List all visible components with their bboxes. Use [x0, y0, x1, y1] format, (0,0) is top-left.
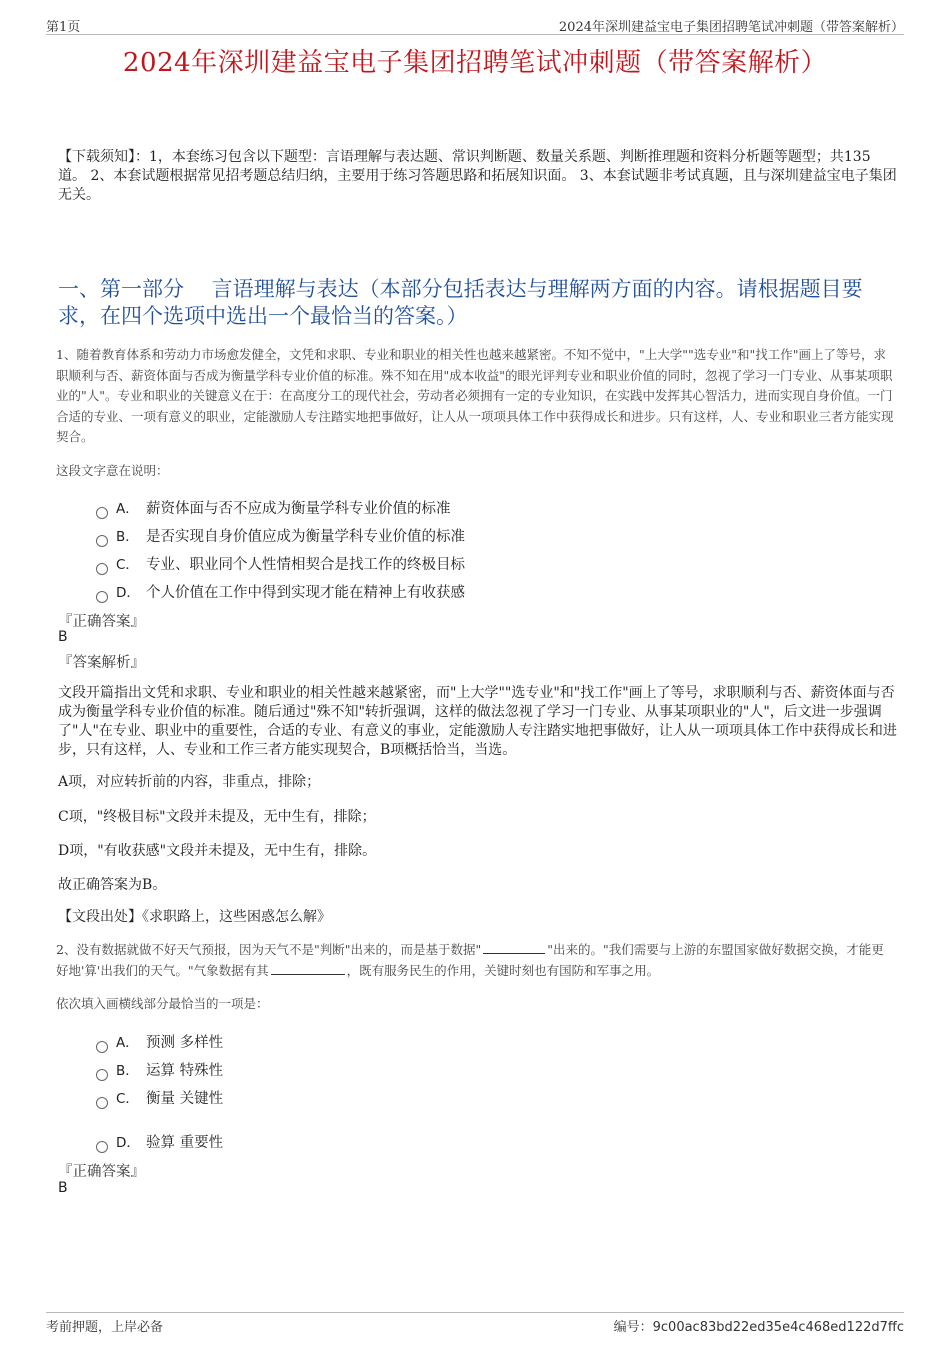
fill-blank-2[interactable] [271, 962, 345, 975]
correct-answer-2: B [58, 1180, 68, 1196]
question-1-stem: 这段文字意在说明： [56, 463, 169, 478]
download-notice: 【下载须知】：1，本套练习包含以下题型：言语理解与表达题、常识判断题、数量关系题、判断推理题和资料分析题等题型；共135道。 2、本套试题根据常见招考题总结归纳，主要用于练习答题思路和拓展知识面。 3、本套试题非考试真题，且与深圳建益宝电子集团无关。 [58, 149, 897, 203]
analysis-conclusion: 故正确答案为B。 [58, 877, 167, 893]
question-2-text: 2、没有数据就做不好天气预报，因为天气不是"判断"出来的，而是基于数据" "出来的。"我们需要与上游的东盟国家做好数据交换，才能更好地'算'出我们的天气。"气象数据有其 ，既有服务民生的作用，关键时刻也有国防和军事之用。 [56, 942, 884, 978]
question-1-option-d[interactable]: D． 个人价值在工作中得到实现才能在精神上有收获感 [96, 581, 465, 601]
radio-icon[interactable] [96, 535, 108, 547]
header-doc-name: 2024年深圳建益宝电子集团招聘笔试冲刺题（带答案解析） [558, 20, 904, 35]
correct-answer-label: 『正确答案』 [58, 614, 145, 630]
radio-icon[interactable] [96, 1141, 108, 1153]
question-2-option-a[interactable]: A． 预测 多样性 [96, 1031, 223, 1051]
analysis-note-c: C项，"终极目标"文段并未提及，无中生有，排除； [58, 809, 376, 825]
radio-icon[interactable] [96, 1097, 108, 1109]
footer-code: 编号：9c00ac83bd22ed35e4c468ed122d7ffc [613, 1320, 904, 1335]
question-1-text: 1、随着教育体系和劳动力市场愈发健全，文凭和求职、专业和职业的相关性也越来越紧密。不知不觉中，"上大学""选专业"和"找工作"画上了等号，求职顺利与否、薪资体面与否成为衡量学科专业价值的标准。殊不知在用"成本收益"的眼光评判专业和职业价值的同时，忽视了学习一门专业、从事某项职业的"人"。专业和职业的关键意义在于：在高度分工的现代社会，劳动者必须拥有一定的专业知识，在实践中发挥其心智活力，进而实现自身价值。一门合适的专业、一项有意义的职业，定能激励人专注踏实地把事做好，让人从一项项具体工作中获得成长和进步。只有这样，人、专业和职业三者方能实现契合。 [56, 347, 894, 444]
page-number: 第1页 [46, 20, 81, 35]
question-2-option-b[interactable]: B． 运算 特殊性 [96, 1059, 223, 1079]
radio-icon[interactable] [96, 591, 108, 603]
question-2-option-d[interactable]: D． 验算 重要性 [96, 1131, 223, 1151]
radio-icon[interactable] [96, 507, 108, 519]
analysis-label: 『答案解析』 [58, 655, 145, 671]
section-heading: 一、第一部分 言语理解与表达（本部分包括表达与理解两方面的内容。请根据题目要求，在四个选项中选出一个最恰当的答案。） [58, 277, 863, 328]
analysis-text: 文段开篇指出文凭和求职、专业和职业的相关性越来越紧密，而"上大学""选专业"和"找工作"画上了等号，求职顺利与否、薪资体面与否成为衡量学科专业价值的标准。随后通过"殊不知"转折强调，这样的做法忽视了学习一门专业、从事某项职业的"人"，后文进一步强调了"人"在专业、职业中的重要性，合适的专业、有意义的事业，定能激励人专注踏实地把事做好，让人从一项项具体工作中获得成长和进步，只有这样，人、专业和工作三者方能实现契合，B项概括恰当，当选。 [58, 685, 897, 758]
question-2-option-c[interactable]: C． 衡量 关键性 [96, 1087, 223, 1107]
correct-answer: B [58, 629, 68, 645]
question-2-stem: 依次填入画横线部分最恰当的一项是： [56, 996, 269, 1011]
question-1-option-a[interactable]: A． 薪资体面与否不应成为衡量学科专业价值的标准 [96, 497, 451, 517]
question-1-option-b[interactable]: B． 是否实现自身价值应成为衡量学科专业价值的标准 [96, 525, 465, 545]
radio-icon[interactable] [96, 563, 108, 575]
analysis-note-a: A项，对应转折前的内容，非重点，排除； [58, 774, 321, 790]
question-1-option-c[interactable]: C． 专业、职业同个人性情相契合是找工作的终极目标 [96, 553, 465, 573]
page-header [46, 14, 904, 35]
correct-answer-label-2: 『正确答案』 [58, 1164, 145, 1180]
footer-slogan: 考前押题，上岸必备 [46, 1320, 164, 1335]
radio-icon[interactable] [96, 1041, 108, 1053]
analysis-note-d: D项，"有收获感"文段并未提及，无中生有，排除。 [58, 843, 377, 859]
page-footer [46, 1312, 904, 1333]
text-source: 【文段出处】《求职路上，这些困惑怎么解》 [58, 909, 331, 925]
fill-blank-1[interactable] [483, 941, 545, 954]
radio-icon[interactable] [96, 1069, 108, 1081]
document-title: 2024年深圳建益宝电子集团招聘笔试冲刺题（带答案解析） [122, 48, 828, 78]
